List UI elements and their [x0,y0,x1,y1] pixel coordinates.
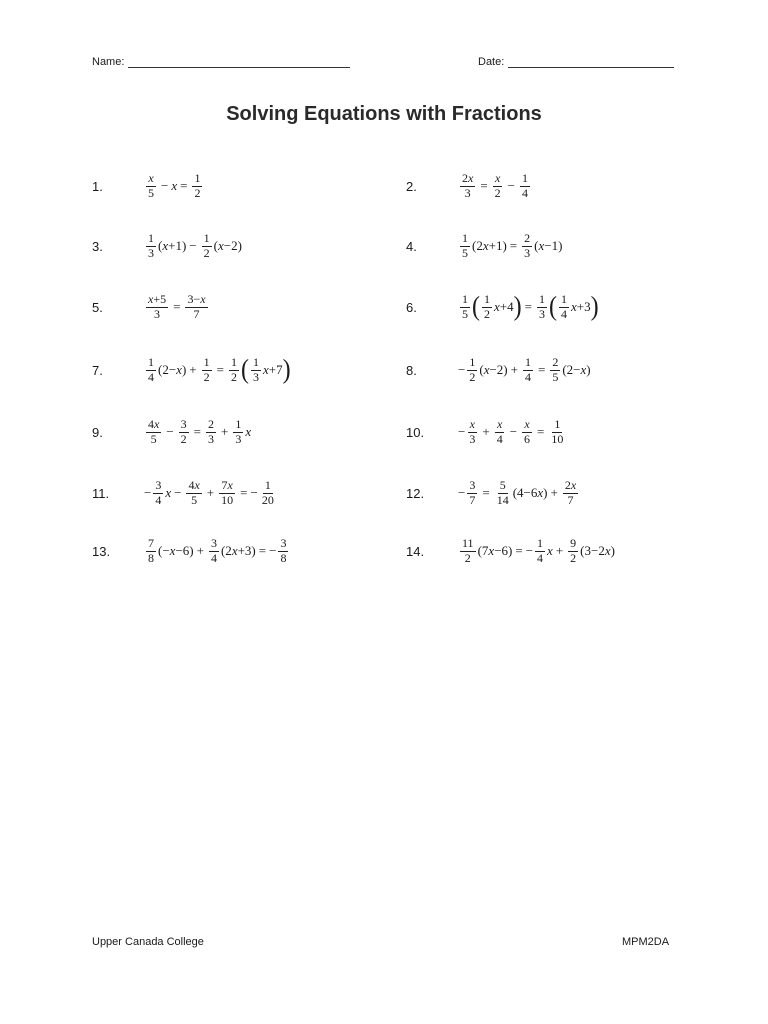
equation: 11 2 (7 x −6) = − $\frac{1}{4}$ x + $\frac{9}{2}$ (3−2 x ) [462,535,615,565]
problem-1 [92,166,204,206]
date-blank-line [508,55,674,68]
problem-6 [406,287,599,327]
equation: 7 8 (− x −6) + $\frac{3}{4}$ (2 x +3) = − $\frac{3}{8}$ [148,535,287,565]
footer-school: Upper Canada College [92,936,204,948]
problem-11 [92,473,278,513]
problem-number: 12. [406,485,425,501]
footer-course: MPM2DA [622,936,670,948]
problem-2 [406,166,532,206]
equation: − x 3 + $\frac{x}{4}$ − $\frac{x}{6}$ = $\frac{1}{10}$ [458,416,564,446]
problem-number: 8. [406,362,417,378]
problem-number: 14. [406,543,425,559]
problem-number: 5. [92,299,103,315]
problem-number: 11. [92,485,110,501]
problem-number: 9. [92,424,103,440]
worksheet-title: Solving Equations with Fractions [226,103,542,125]
equation: $\frac{x+5}{3}$ = $\frac{3-x}{7}$ [148,291,206,321]
equation: − 1 2 ( x −2) + $\frac{1}{4}$ = $\frac{2}{5}$ (2− x ) [458,354,591,384]
name-field [92,55,350,68]
problem-number: 3. [92,238,103,254]
problem-number: 1. [92,178,103,194]
problem-10 [406,412,567,452]
problem-14 [406,531,615,571]
problem-13 [92,531,290,571]
problem-5 [92,287,210,327]
problem-number: 4. [406,238,417,254]
problem-8 [406,350,591,390]
problem-7 [92,350,291,390]
equation: 1 5 ( 1 2 x +4 ) = $\frac{1}{3}$ ( 1 4 x +3 ) [462,291,599,322]
date-field [478,55,674,68]
equation: $\frac{2x}{3}$ = $\frac{x}{2}$ − $\frac{1}{4}$ [462,170,529,200]
problem-number: 2. [406,178,417,194]
problem-12 [406,473,580,513]
equation: 1 5 (2 x +1) = $\frac{2}{3}$ ( x −1) [462,230,563,260]
date-label: Date: [478,56,505,68]
name-blank-line [128,55,350,68]
name-label: Name: [92,56,125,68]
equation: 4x 5 − $\frac{3}{2}$ = $\frac{2}{3}$ + $\frac{1}{3}$ x [148,416,252,446]
equation: 1 4 (2− x ) + $\frac{1}{2}$ = $\frac{1}{2}$ ( 1 3 x +7 ) [148,354,291,385]
problem-9 [92,412,251,452]
equation: x 5 − x = $\frac{1}{2}$ [148,170,201,200]
problem-number: 10. [406,424,425,440]
problem-number: 6. [406,299,417,315]
problem-number: 13. [92,543,111,559]
equation: 1 3 ( x +1) − $\frac{1}{2}$ ( x −2) [148,230,242,260]
problem-3 [92,226,242,266]
equation: − 3 4 x − $\frac{4x}{5}$ + $\frac{7x}{10}$ = − $\frac{1}{20}$ [144,477,274,507]
problem-number: 7. [92,362,103,378]
equation: − $\frac{3}{7}$ = $\frac{5}{14}$ (4−6 x ) + $\frac{2x}{7}$ [458,477,577,507]
problem-4 [406,226,562,266]
